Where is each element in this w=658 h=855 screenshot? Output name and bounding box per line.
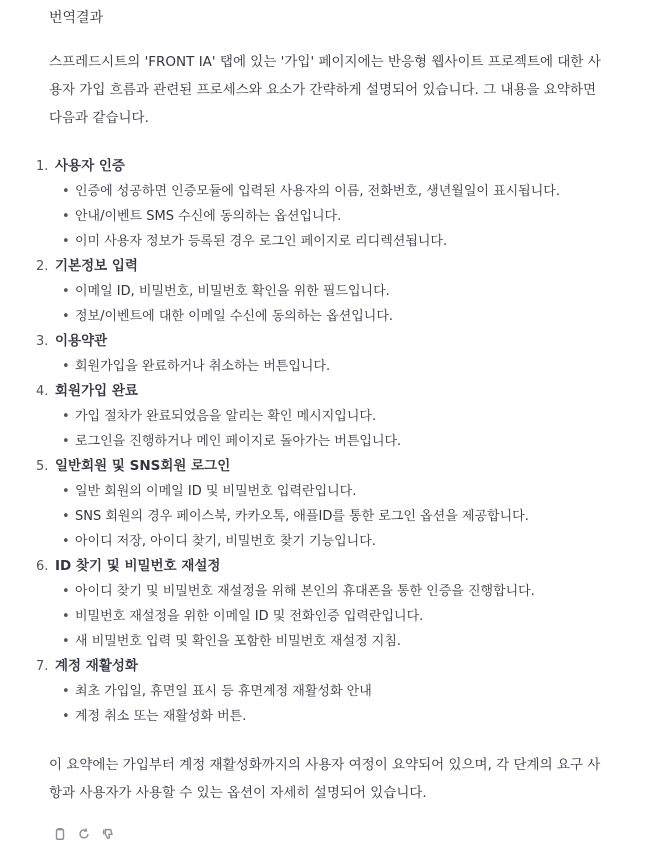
section-number: 1. bbox=[36, 159, 49, 174]
assistant-message bbox=[36, 6, 609, 807]
section-title: 이용약관 bbox=[55, 333, 108, 349]
copy-button[interactable] bbox=[52, 826, 68, 842]
section-title: 사용자 인증 bbox=[55, 158, 125, 174]
section-item bbox=[36, 329, 609, 379]
bullet-item: • 새 비밀번호 입력 및 확인을 포함한 비밀번호 재설정 지침. bbox=[75, 629, 609, 654]
section-number: 6. bbox=[36, 559, 49, 574]
bullet-item: • SNS 회원의 경우 페이스북, 카카오톡, 애플ID를 통한 로그인 옵션을 제공합니다. bbox=[75, 504, 609, 529]
thumbs-down-button[interactable] bbox=[100, 826, 116, 842]
section-title: 회원가입 완료 bbox=[55, 383, 138, 399]
bullet-list bbox=[49, 354, 609, 379]
section-number: 7. bbox=[36, 659, 49, 674]
section-item bbox=[36, 254, 609, 329]
bullet-list bbox=[49, 479, 609, 554]
bullet-item: • 계정 취소 또는 재활성화 버튼. bbox=[75, 704, 609, 729]
section-number: 4. bbox=[36, 384, 49, 399]
bullet-list bbox=[49, 179, 609, 254]
bullet-item: • 최초 가입일, 휴면일 표시 등 휴면계정 재활성화 안내 bbox=[75, 679, 609, 704]
section-item bbox=[36, 554, 609, 654]
section-item bbox=[36, 654, 609, 729]
bullet-item: • 아이디 저장, 아이디 찾기, 비밀번호 찾기 기능입니다. bbox=[75, 529, 609, 554]
regenerate-button[interactable] bbox=[76, 826, 92, 842]
section-item bbox=[36, 154, 609, 254]
bullet-list bbox=[49, 404, 609, 454]
section-title: 일반회원 및 SNS회원 로그인 bbox=[55, 458, 231, 474]
bullet-item: • 이메일 ID, 비밀번호, 비밀번호 확인을 위한 필드입니다. bbox=[75, 279, 609, 304]
bullet-item: • 이미 사용자 정보가 등록된 경우 로그인 페이지로 리디렉션됩니다. bbox=[75, 229, 609, 254]
bullet-item: • 비밀번호 재설정을 위한 이메일 ID 및 전화인증 입력란입니다. bbox=[75, 604, 609, 629]
section-title: ID 찾기 및 비밀번호 재설정 bbox=[55, 558, 221, 574]
message-heading: 번역결과 bbox=[49, 10, 104, 26]
bullet-item: • 인증에 성공하면 인증모듈에 입력된 사용자의 이름, 전화번호, 생년월일이 표시됩니다. bbox=[75, 179, 609, 204]
bullet-item: • 정보/이벤트에 대한 이메일 수신에 동의하는 옵션입니다. bbox=[75, 304, 609, 329]
bullet-list bbox=[49, 679, 609, 729]
thumbs-down-icon bbox=[101, 827, 115, 841]
bullet-item: • 안내/이벤트 SMS 수신에 동의하는 옵션입니다. bbox=[75, 204, 609, 229]
section-title: 계정 재활성화 bbox=[55, 658, 138, 674]
section-title: 기본정보 입력 bbox=[55, 258, 138, 274]
message-actions bbox=[52, 826, 116, 842]
summary-paragraph: 이 요약에는 가입부터 계정 재활성화까지의 사용자 여정이 요약되어 있으며, 각 단계의 요구 사항과 사용자가 사용할 수 있는 옵션이 자세히 설명되어 있습니다. bbox=[49, 757, 601, 801]
regenerate-icon bbox=[77, 827, 91, 841]
bullet-item: • 회원가입을 완료하거나 취소하는 버튼입니다. bbox=[75, 354, 609, 379]
section-number: 5. bbox=[36, 459, 49, 474]
bullet-list bbox=[49, 579, 609, 654]
bullet-item: • 일반 회원의 이메일 ID 및 비밀번호 입력란입니다. bbox=[75, 479, 609, 504]
intro-paragraph: 스프레드시트의 'FRONT IA' 탭에 있는 '가입' 페이지에는 반응형 웹사이트 프로젝트에 대한 사용자 가입 흐름과 관련된 프로세스와 요소가 간략하게 설명되어 있습니다. 그 내용을 요약하면 다음과 같습니다. bbox=[49, 54, 601, 126]
copy-icon bbox=[53, 827, 67, 841]
bullet-item: • 로그인을 진행하거나 메인 페이지로 돌아가는 버튼입니다. bbox=[75, 429, 609, 454]
sections-list bbox=[36, 154, 609, 729]
bullet-list bbox=[49, 279, 609, 329]
section-item bbox=[36, 454, 609, 554]
section-number: 3. bbox=[36, 334, 49, 349]
bullet-item: • 아이디 찾기 및 비밀번호 재설정을 위해 본인의 휴대폰을 통한 인증을 진행합니다. bbox=[75, 579, 609, 604]
bullet-item: • 가입 절차가 완료되었음을 알리는 확인 메시지입니다. bbox=[75, 404, 609, 429]
section-number: 2. bbox=[36, 259, 49, 274]
section-item bbox=[36, 379, 609, 454]
